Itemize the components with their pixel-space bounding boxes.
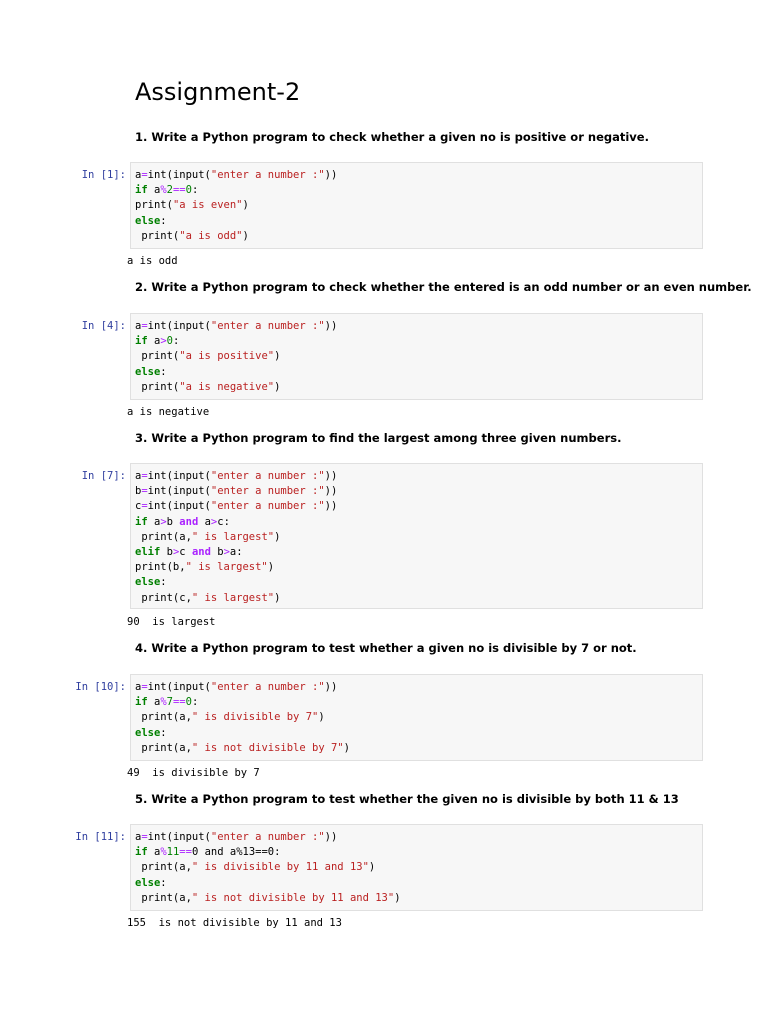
code-token: a — [147, 515, 161, 528]
output-2: a is negative — [127, 406, 210, 418]
code-token: else — [135, 726, 161, 739]
code-token: )) — [324, 169, 338, 181]
question-5: 5. Write a Python program to test whether the given no is divisible by both 11 & 13 — [135, 792, 679, 806]
code-token: % — [160, 696, 167, 709]
code-token: if — [135, 696, 148, 709]
code-token: 7 — [166, 696, 173, 709]
code-token: print(a, — [135, 741, 192, 754]
code-token: else — [135, 214, 161, 227]
code-token: ) — [368, 861, 376, 874]
code-token: b — [210, 546, 224, 559]
code-token: ) — [274, 350, 281, 363]
code-token: 11 — [166, 846, 180, 859]
code-token: print( — [135, 380, 180, 393]
code-token: 0 — [166, 335, 173, 348]
code-token: if — [135, 335, 148, 348]
code-token: else — [135, 876, 161, 889]
code-token: "enter a number :" — [210, 169, 325, 181]
input-prompt-2: In [4]: — [81, 320, 126, 332]
code-token: elif — [135, 546, 161, 559]
code-token: : — [160, 214, 167, 227]
code-token: " is not divisible by 11 and 13" — [191, 891, 395, 904]
code-token: = — [141, 831, 148, 843]
code-token: print(a, — [135, 530, 192, 543]
code-token: print( — [135, 229, 180, 242]
code-token: b — [135, 485, 142, 498]
code-token: "a is positive" — [179, 350, 275, 363]
code-block-1[interactable] — [135, 168, 698, 244]
code-token: " is not divisible by 7" — [191, 741, 344, 754]
code-token: == — [179, 846, 192, 859]
code-token: : — [160, 576, 167, 589]
code-token: print( — [135, 350, 180, 363]
code-token: 0 and a%13==0: — [191, 846, 281, 859]
code-token: int(input( — [147, 320, 211, 332]
input-prompt-4: In [10]: — [75, 681, 126, 693]
code-token: ) — [242, 199, 249, 212]
code-token: int(input( — [147, 485, 211, 498]
code-token: = — [141, 169, 148, 181]
code-token: "a is negative" — [179, 380, 275, 393]
code-token: else — [135, 576, 161, 589]
code-token: "enter a number :" — [210, 470, 325, 482]
code-token: " is largest" — [185, 561, 268, 574]
code-token: = — [141, 320, 148, 332]
code-token: b — [166, 515, 180, 528]
code-token: % — [160, 184, 167, 197]
code-cell-2[interactable] — [130, 313, 703, 400]
question-4: 4. Write a Python program to test whether a given no is divisible by 7 or not. — [135, 641, 637, 655]
code-token: == — [172, 184, 186, 197]
code-token: "a is odd" — [179, 229, 243, 242]
code-token: : — [160, 876, 167, 889]
code-token: > — [223, 546, 230, 559]
code-token: else — [135, 365, 161, 378]
code-token: "enter a number :" — [210, 485, 325, 498]
code-block-5[interactable] — [135, 830, 698, 906]
code-token: " is largest" — [191, 591, 275, 604]
code-token: if — [135, 515, 148, 528]
input-prompt-3: In [7]: — [81, 470, 126, 482]
code-token: " is divisible by 7" — [191, 711, 319, 724]
code-token: a — [147, 846, 161, 859]
code-token: : — [191, 696, 199, 709]
code-token: c — [135, 500, 142, 513]
code-token: > — [172, 546, 180, 559]
code-token: > — [210, 515, 218, 528]
code-token: "enter a number :" — [210, 320, 325, 332]
code-token: a — [135, 169, 142, 181]
code-token: )) — [324, 485, 338, 498]
code-block-4[interactable] — [135, 680, 698, 756]
code-token: and — [179, 515, 199, 528]
output-5: 155 is not divisible by 11 and 13 — [127, 917, 342, 929]
code-token: 2 — [166, 184, 173, 197]
code-token: if — [135, 846, 148, 859]
code-token: a — [135, 681, 142, 693]
code-token: : — [160, 365, 167, 378]
code-token: a — [135, 320, 142, 332]
code-token: = — [141, 485, 148, 498]
code-token: )) — [324, 831, 338, 843]
code-token: int(input( — [147, 470, 211, 482]
code-token: == — [172, 696, 186, 709]
code-token: " is divisible by 11 and 13" — [191, 861, 369, 874]
code-token: int(input( — [147, 831, 211, 843]
page-title: Assignment-2 — [135, 78, 301, 106]
code-token: b — [160, 546, 173, 559]
question-1: 1. Write a Python program to check whether a given no is positive or negative. — [135, 130, 649, 144]
code-token: print(a, — [135, 891, 192, 904]
code-token: ) — [242, 229, 249, 242]
code-token: )) — [324, 500, 338, 513]
code-token: ) — [274, 591, 281, 604]
code-token: "enter a number :" — [210, 831, 325, 843]
code-token: = — [141, 500, 148, 513]
code-token: print(c, — [135, 591, 192, 604]
code-block-3[interactable] — [135, 469, 698, 606]
code-token: a — [135, 470, 142, 482]
code-token: )) — [324, 470, 338, 482]
code-token: c: — [217, 515, 230, 528]
code-token: > — [160, 335, 167, 348]
code-token: = — [141, 470, 148, 482]
code-token: "enter a number :" — [210, 681, 325, 693]
code-token: " is largest" — [191, 530, 275, 543]
code-token: : — [191, 184, 199, 197]
code-cell-1[interactable] — [130, 162, 703, 249]
code-cell-3[interactable] — [130, 463, 703, 609]
code-token: a — [135, 831, 142, 843]
code-token: and — [191, 546, 211, 559]
code-cell-4[interactable] — [130, 674, 703, 761]
code-token: int(input( — [147, 500, 211, 513]
input-prompt-5: In [11]: — [75, 831, 126, 843]
output-1: a is odd — [127, 255, 178, 267]
code-token: a — [147, 696, 161, 709]
code-token: > — [160, 515, 167, 528]
code-token: a — [147, 184, 161, 197]
code-token: )) — [324, 320, 338, 332]
input-prompt-1: In [1]: — [81, 169, 126, 181]
code-token: print(b, — [135, 561, 186, 574]
code-token: "a is even" — [172, 199, 243, 212]
code-token: 0 — [185, 696, 192, 709]
code-token: ) — [274, 530, 281, 543]
question-3: 3. Write a Python program to find the largest among three given numbers. — [135, 431, 622, 445]
code-token: int(input( — [147, 169, 211, 181]
code-block-2[interactable] — [135, 319, 698, 395]
output-3: 90 is largest — [127, 616, 216, 628]
code-token: a: — [229, 546, 243, 559]
code-token: ) — [394, 891, 401, 904]
code-cell-5[interactable] — [130, 824, 703, 911]
code-token: ) — [267, 561, 275, 574]
code-token: int(input( — [147, 681, 211, 693]
output-4: 49 is divisible by 7 — [127, 767, 260, 779]
code-token: ) — [343, 741, 350, 754]
code-token: c — [179, 546, 192, 559]
code-token: )) — [324, 681, 338, 693]
code-token: print(a, — [135, 711, 192, 724]
code-token: a — [147, 335, 161, 348]
code-token: ) — [318, 711, 325, 724]
code-token: if — [135, 184, 148, 197]
code-token: = — [141, 681, 148, 693]
code-token: % — [160, 846, 167, 859]
question-2: 2. Write a Python program to check whether the entered is an odd number or an even number. — [135, 280, 752, 294]
code-token: 0 — [185, 184, 192, 197]
code-token: : — [160, 726, 167, 739]
code-token: ) — [274, 380, 281, 393]
code-token: : — [172, 335, 180, 348]
code-token: "enter a number :" — [210, 500, 325, 513]
code-token: print( — [135, 199, 173, 212]
code-token: a — [198, 515, 211, 528]
code-token: print(a, — [135, 861, 192, 874]
